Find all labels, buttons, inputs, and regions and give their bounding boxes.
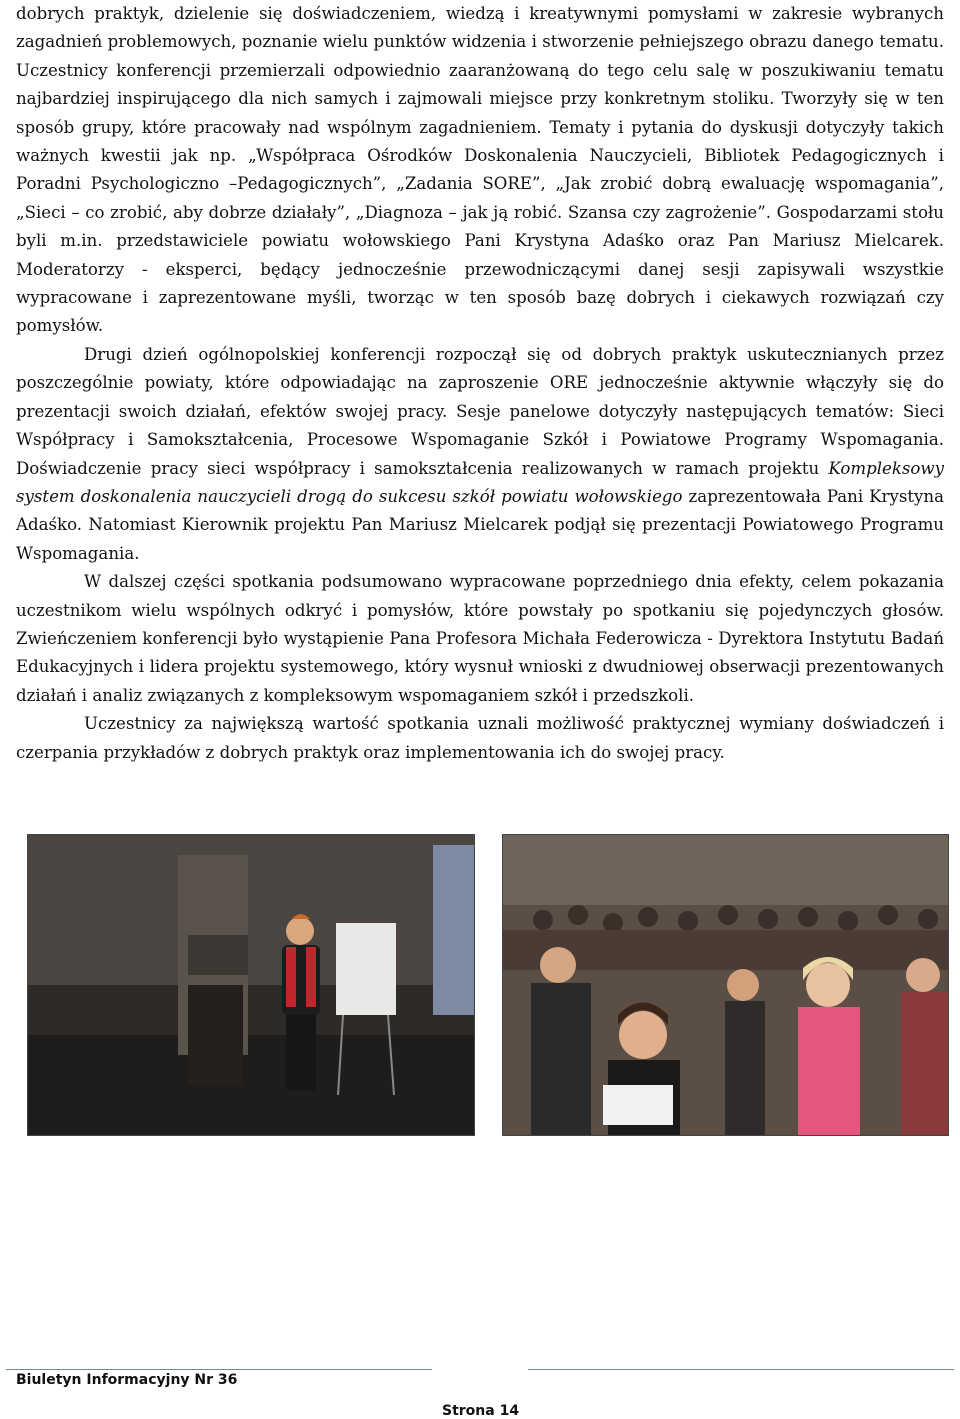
page-number: Strona 14 xyxy=(442,1403,520,1419)
project-title: Kompleksowy system doskonalenia nauczycieli drogą do sukcesu szkół powiatu wołowskiego xyxy=(16,458,944,506)
paragraph-3: W dalszej części spotkania podsumowano wypracowane poprzedniego dnia efekty, celem pokazania uczestnikom wielu wspólnych odkryć i pomysłów, które powstały po spotkaniu się pojedynczych głosów. Zwieńczeniem konferencji było wystąpienie Pana Profesora Michała Federowicza - Dyrektora Instytutu Badań Edukacyjnych i lidera projektu systemowego, który wysnuł wnioski z dwudniowej obserwacji prezentowanych działań i analiz związanych z kompleksowym wspomaganiem szkół i przedszkoli. xyxy=(16,572,944,705)
footer-rule-right xyxy=(528,1369,954,1370)
paragraph-4: Uczestnicy za największą wartość spotkania uznali możliwość praktycznej wymiany doświadczeń i czerpania przykładów z dobrych praktyk oraz implementowania ich do swojej pracy. xyxy=(16,714,944,762)
paragraph-2-text-after: zaprezentowała Pani Krystyna Adaśko. Natomiast Kierownik projektu Pan Mariusz Mielcarek podjął się prezentacji Powiatowego Programu Wspomagania. xyxy=(16,486,945,563)
footer-rule-left xyxy=(6,1369,432,1370)
paragraph-1: dobrych praktyk, dzielenie się doświadczeniem, wiedzą i kreatywnymi pomysłami w zakresie wybranych zagadnień problemowych, poznanie wielu punktów widzenia i stworzenie pełniejszego obrazu danego tematu. Uczestnicy konferencji przemierzali odpowiednio zaaranżowaną do tego celu salę w poszukiwaniu tematu najbardziej inspirującego dla nich samych i zajmowali miejsce przy konkretnym stoliku. Tworzyły się w ten sposób grupy, które pracowały nad wspólnym zagadnieniem. Tematy i pytania do dyskusji dotyczyły takich ważnych kwestii jak np. „Współpraca Ośrodków Doskonalenia Nauczycieli, Bibliotek Pedagogicznych i Poradni Psychologiczno –Pedagogicznych”, „Zadania SORE”, „Jak zrobić dobrą ewaluację wspomagania”, „Sieci – co zrobić, aby dobrze działały”, „Diagnoza – jak ją robić. Szansa czy zagrożenie”. Gospodarzami stołu byli m.in. przedstawiciele powiatu wołowskiego Pani Krystyna Adaśko oraz Pan Mariusz Mielcarek. Moderatorzy - eksperci, będący jednocześnie przewodniczącymi danej sesji zapisywali wszystkie wypracowane i zaprezentowane myśli, tworząc w ten sposób bazę dobrych i ciekawych rozwiązań czy pomysłów. xyxy=(16,4,944,336)
photo-speaker xyxy=(27,834,475,1136)
paragraph-2 xyxy=(16,341,944,568)
photo-audience xyxy=(502,834,949,1136)
bulletin-name: Biuletyn Informacyjny Nr 36 xyxy=(16,1372,238,1388)
article-body xyxy=(16,0,944,767)
paragraph-2-text-before: Drugi dzień ogólnopolskiej konferencji rozpoczął się od dobrych praktyk uskutecznianych przez poszczególnie powiaty, które odpowiadając na zaproszenie ORE jednocześnie aktywnie włączyły się do prezentacji swoich działań, efektów swojej pracy. Sesje panelowe dotyczyły następujących tematów: Sieci Współpracy i Samokształcenia, Procesowe Wspomaganie Szkół i Powiatowe Programy Wspomagania. Doświadczenie pracy sieci współpracy i samokształcenia realizowanych w ramach projektu xyxy=(16,344,944,478)
